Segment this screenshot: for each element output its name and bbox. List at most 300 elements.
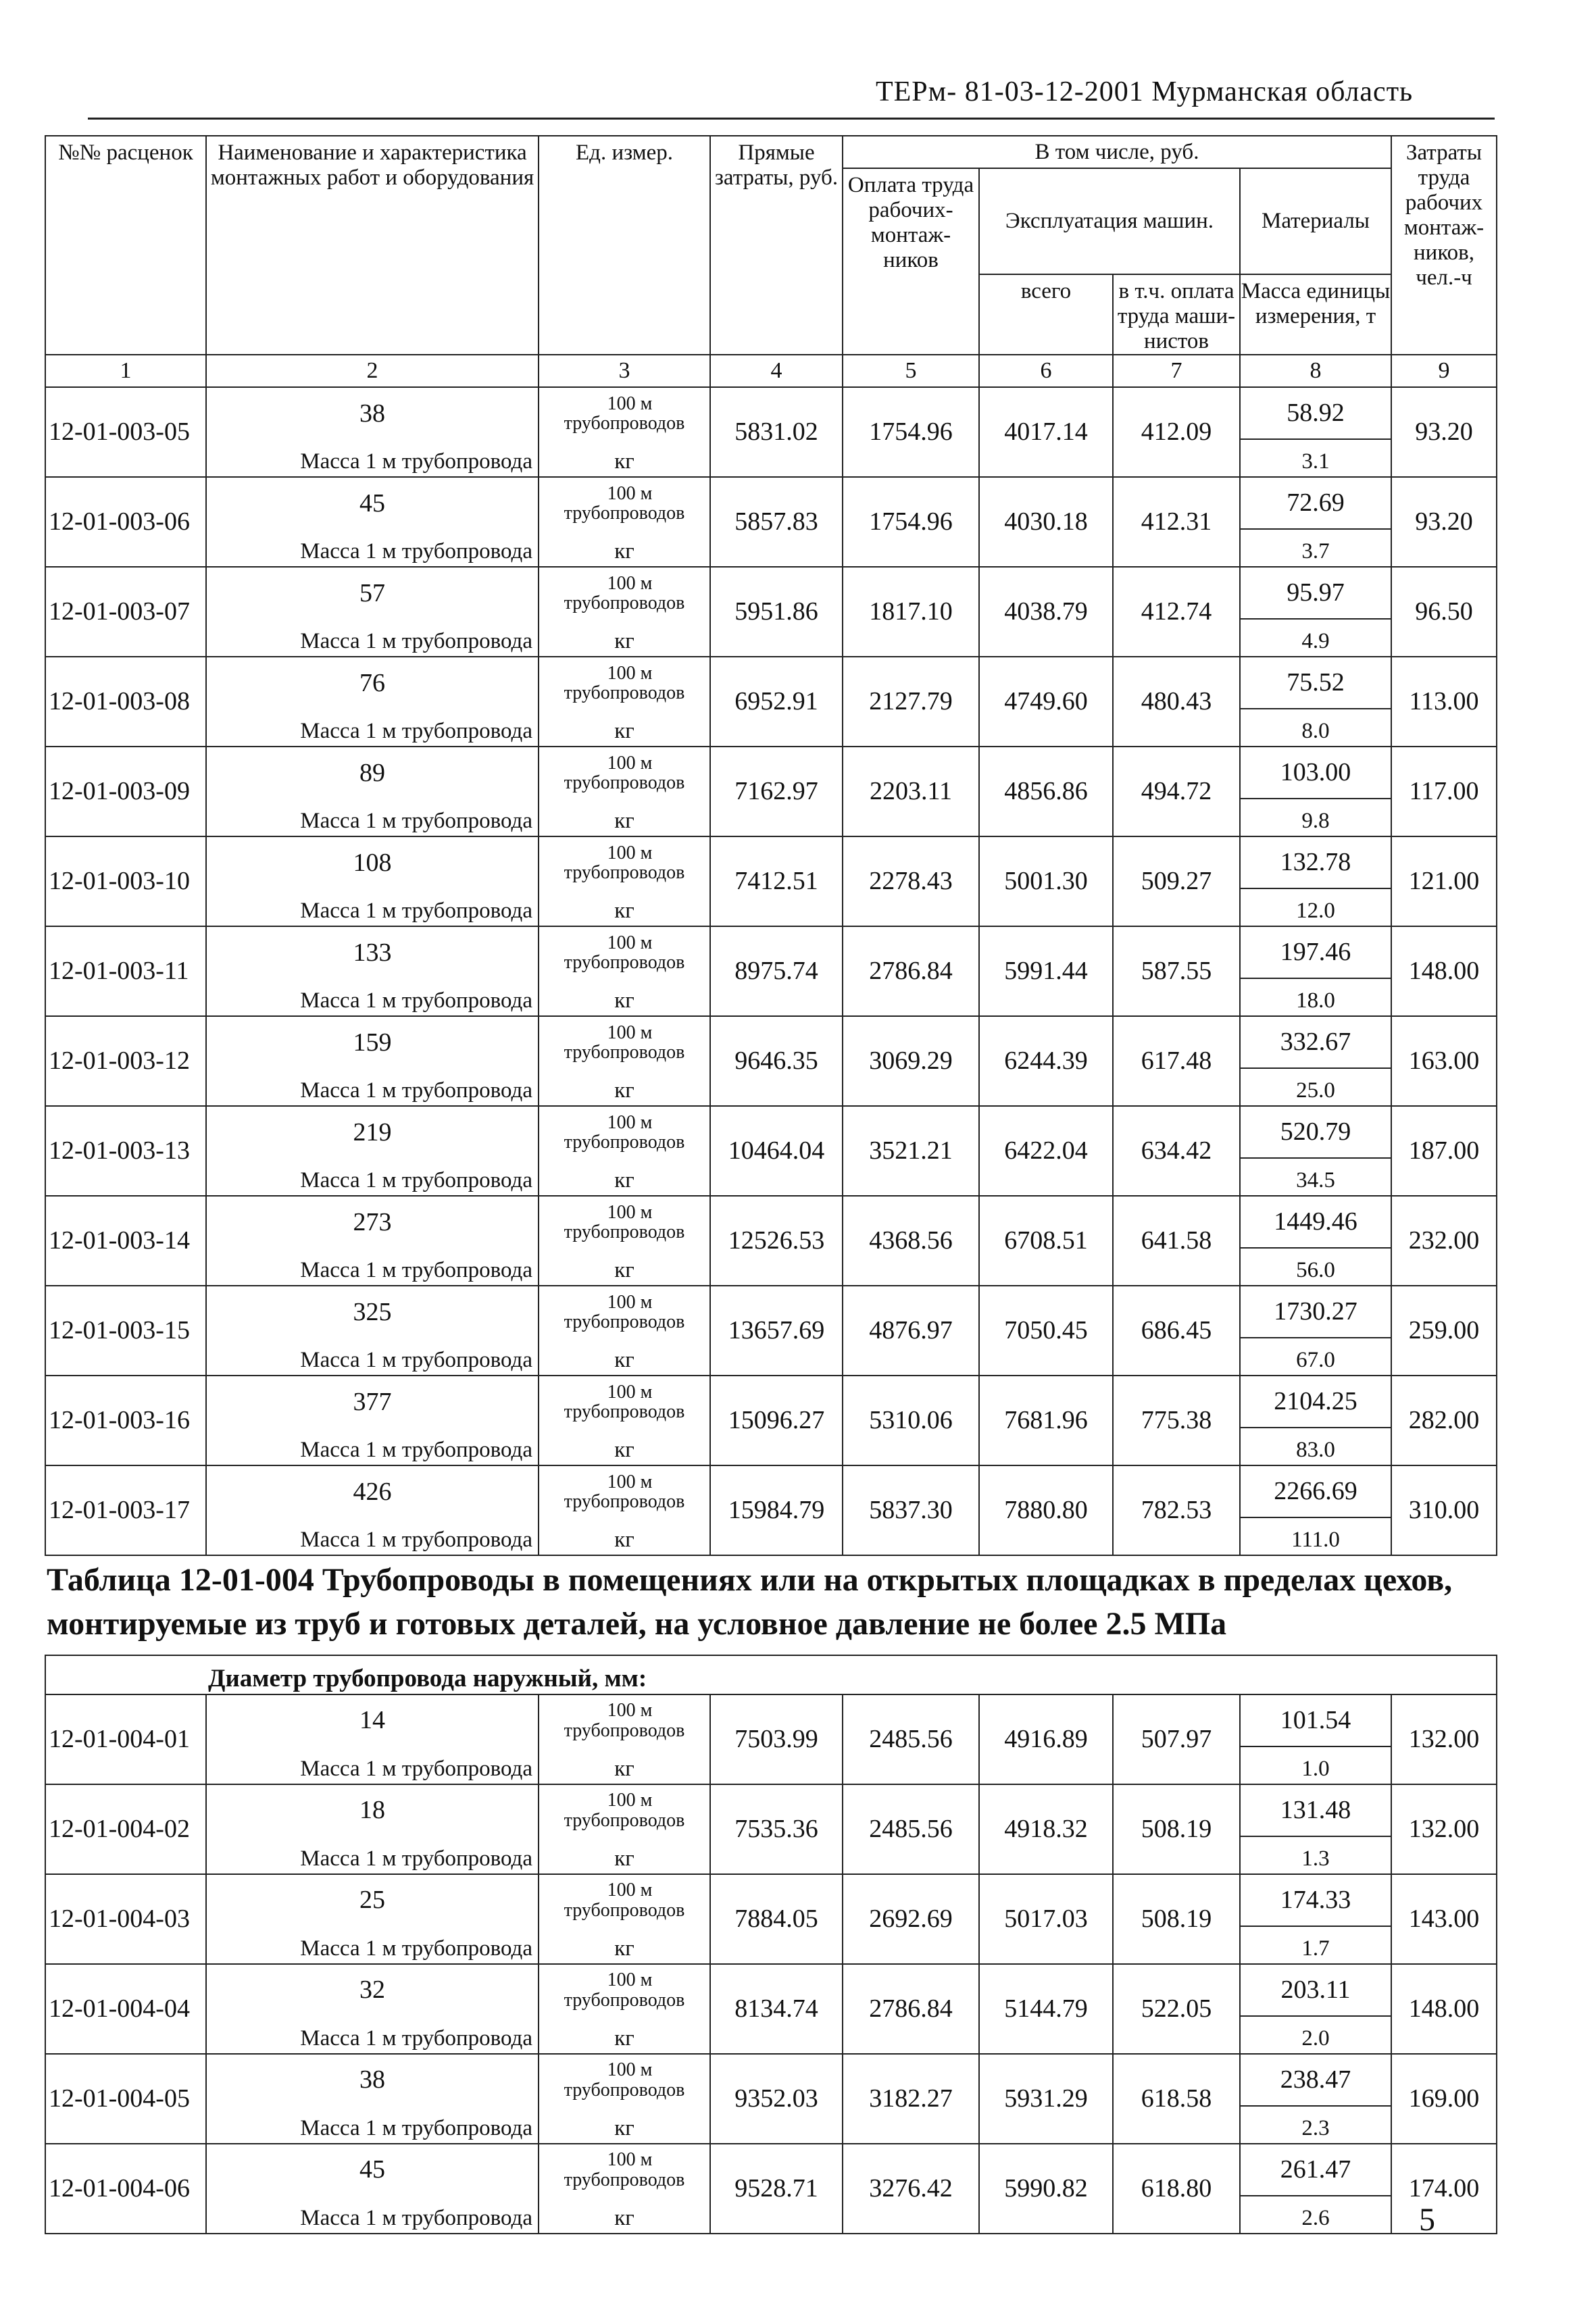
labor-pay: 5837.30 bbox=[843, 1465, 979, 1555]
mass-per-meter: 25.0 bbox=[1240, 1068, 1391, 1106]
unit-line1: 100 м bbox=[607, 2059, 653, 2081]
mass-unit: кг bbox=[539, 2196, 710, 2234]
col-header-code: №№ расценок bbox=[45, 136, 206, 355]
labor-hours: 148.00 bbox=[1391, 1964, 1497, 2054]
machines-pay: 775.38 bbox=[1113, 1376, 1240, 1465]
labor-hours: 93.20 bbox=[1391, 477, 1497, 567]
direct-cost: 12526.53 bbox=[710, 1196, 843, 1286]
unit-line1: 100 м bbox=[607, 1022, 653, 1043]
rate-code: 12-01-004-05 bbox=[45, 2054, 206, 2144]
pipe-diameter: 133 bbox=[206, 926, 539, 978]
machines-pay: 634.42 bbox=[1113, 1106, 1240, 1196]
rate-code: 12-01-003-12 bbox=[45, 1016, 206, 1106]
col-number: 7 bbox=[1113, 355, 1240, 387]
machines-pay: 587.55 bbox=[1113, 926, 1240, 1016]
unit-cell bbox=[539, 926, 710, 978]
mass-per-meter: 2.3 bbox=[1240, 2106, 1391, 2144]
labor-pay: 4876.97 bbox=[843, 1286, 979, 1376]
table-row bbox=[45, 2144, 1497, 2196]
rate-code: 12-01-003-15 bbox=[45, 1286, 206, 1376]
mass-unit: кг bbox=[539, 1428, 710, 1465]
table-row bbox=[45, 926, 1497, 978]
unit-cell bbox=[539, 1874, 710, 1926]
materials-mass: 132.78 bbox=[1240, 836, 1391, 888]
machines-pay: 507.97 bbox=[1113, 1694, 1240, 1784]
unit-line2: трубопроводов bbox=[564, 1222, 685, 1242]
mass-label: Масса 1 м трубопровода bbox=[206, 1746, 539, 1784]
mass-label: Масса 1 м трубопровода bbox=[206, 1338, 539, 1376]
unit-cell bbox=[539, 1196, 710, 1248]
materials-mass: 58.92 bbox=[1240, 387, 1391, 439]
labor-pay: 4368.56 bbox=[843, 1196, 979, 1286]
mass-per-meter: 3.7 bbox=[1240, 529, 1391, 567]
mass-unit: кг bbox=[539, 1248, 710, 1286]
rate-code: 12-01-003-07 bbox=[45, 567, 206, 657]
mass-unit: кг bbox=[539, 2106, 710, 2144]
labor-pay: 2485.56 bbox=[843, 1694, 979, 1784]
unit-cell bbox=[539, 1694, 710, 1746]
materials-mass: 520.79 bbox=[1240, 1106, 1391, 1158]
pipe-diameter: 45 bbox=[206, 477, 539, 529]
labor-hours: 163.00 bbox=[1391, 1016, 1497, 1106]
direct-cost: 9352.03 bbox=[710, 2054, 843, 2144]
mass-unit: кг bbox=[539, 1338, 710, 1376]
table-row bbox=[45, 1694, 1497, 1746]
mass-unit: кг bbox=[539, 2016, 710, 2054]
col-header-machines-pay: в т.ч. оплата труда маши-нистов bbox=[1113, 274, 1240, 355]
labor-pay: 1754.96 bbox=[843, 477, 979, 567]
direct-cost: 10464.04 bbox=[710, 1106, 843, 1196]
direct-cost: 6952.91 bbox=[710, 657, 843, 747]
labor-pay: 2692.69 bbox=[843, 1874, 979, 1964]
materials-mass: 103.00 bbox=[1240, 747, 1391, 799]
mass-unit: кг bbox=[539, 529, 710, 567]
rate-code: 12-01-003-14 bbox=[45, 1196, 206, 1286]
mass-label: Масса 1 м трубопровода bbox=[206, 2016, 539, 2054]
pipe-diameter: 273 bbox=[206, 1196, 539, 1248]
col-number: 3 bbox=[539, 355, 710, 387]
unit-line1: 100 м bbox=[607, 1790, 653, 1811]
machines-total: 4017.14 bbox=[979, 387, 1113, 477]
labor-pay: 2203.11 bbox=[843, 747, 979, 836]
mass-label: Масса 1 м трубопровода bbox=[206, 619, 539, 657]
col-header-materials: Материалы bbox=[1240, 168, 1391, 274]
col-header-group: В том числе, руб. bbox=[843, 136, 1391, 168]
direct-cost: 13657.69 bbox=[710, 1286, 843, 1376]
col-header-name: Наименование и характеристика монтажных работ и оборудования bbox=[206, 136, 539, 355]
unit-line2: трубопроводов bbox=[564, 593, 685, 613]
unit-line2: трубопроводов bbox=[564, 1809, 685, 1831]
unit-line1: 100 м bbox=[607, 393, 653, 414]
pipe-diameter: 219 bbox=[206, 1106, 539, 1158]
direct-cost: 8975.74 bbox=[710, 926, 843, 1016]
table-row bbox=[45, 567, 1497, 619]
unit-cell bbox=[539, 2144, 710, 2196]
rate-code: 12-01-003-16 bbox=[45, 1376, 206, 1465]
direct-cost: 7535.36 bbox=[710, 1784, 843, 1874]
materials-mass: 238.47 bbox=[1240, 2054, 1391, 2106]
pipe-diameter: 426 bbox=[206, 1465, 539, 1517]
table-row bbox=[45, 1376, 1497, 1428]
mass-unit: кг bbox=[539, 1926, 710, 1964]
table-row bbox=[45, 1196, 1497, 1248]
machines-total: 5991.44 bbox=[979, 926, 1113, 1016]
unit-line1: 100 м bbox=[607, 1291, 653, 1313]
labor-pay: 1817.10 bbox=[843, 567, 979, 657]
materials-mass: 203.11 bbox=[1240, 1964, 1391, 2016]
unit-line2: трубопроводов bbox=[564, 2169, 685, 2190]
machines-total: 5990.82 bbox=[979, 2144, 1113, 2234]
col-number: 2 bbox=[206, 355, 539, 387]
machines-total: 6422.04 bbox=[979, 1106, 1113, 1196]
unit-line1: 100 м bbox=[607, 1111, 653, 1133]
labor-pay: 5310.06 bbox=[843, 1376, 979, 1465]
labor-pay: 3182.27 bbox=[843, 2054, 979, 2144]
unit-line2: трубопроводов bbox=[564, 503, 685, 524]
mass-unit: кг bbox=[539, 439, 710, 477]
machines-pay: 686.45 bbox=[1113, 1286, 1240, 1376]
direct-cost: 9646.35 bbox=[710, 1016, 843, 1106]
labor-hours: 96.50 bbox=[1391, 567, 1497, 657]
labor-hours: 121.00 bbox=[1391, 836, 1497, 926]
labor-pay: 2786.84 bbox=[843, 1964, 979, 2054]
page-number: 5 bbox=[1419, 2202, 1435, 2238]
unit-cell bbox=[539, 1016, 710, 1068]
mass-unit: кг bbox=[539, 1836, 710, 1874]
mass-label: Масса 1 м трубопровода bbox=[206, 709, 539, 747]
unit-line2: трубопроводов bbox=[564, 1311, 685, 1332]
machines-total: 4918.32 bbox=[979, 1784, 1113, 1874]
table-row bbox=[45, 1874, 1497, 1926]
labor-pay: 3276.42 bbox=[843, 2144, 979, 2234]
col-header-direct: Прямые затраты, руб. bbox=[710, 136, 843, 355]
unit-line1: 100 м bbox=[607, 2149, 653, 2171]
machines-pay: 618.58 bbox=[1113, 2054, 1240, 2144]
materials-mass: 1730.27 bbox=[1240, 1286, 1391, 1338]
mass-unit: кг bbox=[539, 978, 710, 1016]
table-row bbox=[45, 1106, 1497, 1158]
direct-cost: 7162.97 bbox=[710, 747, 843, 836]
machines-total: 4038.79 bbox=[979, 567, 1113, 657]
unit-cell bbox=[539, 477, 710, 529]
mass-per-meter: 1.3 bbox=[1240, 1836, 1391, 1874]
machines-total: 7050.45 bbox=[979, 1286, 1113, 1376]
unit-line1: 100 м bbox=[607, 932, 653, 953]
pipe-diameter: 14 bbox=[206, 1694, 539, 1746]
machines-pay: 782.53 bbox=[1113, 1465, 1240, 1555]
pipe-diameter: 76 bbox=[206, 657, 539, 709]
pipe-diameter: 325 bbox=[206, 1286, 539, 1338]
machines-pay: 522.05 bbox=[1113, 1964, 1240, 2054]
mass-unit: кг bbox=[539, 1068, 710, 1106]
mass-unit: кг bbox=[539, 1517, 710, 1555]
machines-total: 7880.80 bbox=[979, 1465, 1113, 1555]
unit-line1: 100 м bbox=[607, 1201, 653, 1223]
mass-per-meter: 56.0 bbox=[1240, 1248, 1391, 1286]
unit-cell bbox=[539, 747, 710, 799]
mass-per-meter: 8.0 bbox=[1240, 709, 1391, 747]
mass-label: Масса 1 м трубопровода bbox=[206, 1517, 539, 1555]
direct-cost: 7412.51 bbox=[710, 836, 843, 926]
mass-label: Масса 1 м трубопровода bbox=[206, 1926, 539, 1964]
unit-cell bbox=[539, 1964, 710, 2016]
labor-hours: 187.00 bbox=[1391, 1106, 1497, 1196]
unit-line1: 100 м bbox=[607, 572, 653, 594]
labor-hours: 117.00 bbox=[1391, 747, 1497, 836]
labor-pay: 1754.96 bbox=[843, 387, 979, 477]
col-header-unit: Ед. измер. bbox=[539, 136, 710, 355]
labor-hours: 143.00 bbox=[1391, 1874, 1497, 1964]
unit-line2: трубопроводов bbox=[564, 2079, 685, 2101]
machines-total: 4916.89 bbox=[979, 1694, 1113, 1784]
unit-line1: 100 м bbox=[607, 752, 653, 774]
labor-pay: 3069.29 bbox=[843, 1016, 979, 1106]
table-row bbox=[45, 1784, 1497, 1836]
unit-cell bbox=[539, 567, 710, 619]
mass-label: Масса 1 м трубопровода bbox=[206, 978, 539, 1016]
direct-cost: 5831.02 bbox=[710, 387, 843, 477]
col-number: 8 bbox=[1240, 355, 1391, 387]
rate-code: 12-01-003-11 bbox=[45, 926, 206, 1016]
materials-mass: 2266.69 bbox=[1240, 1465, 1391, 1517]
rates-table bbox=[45, 135, 1497, 2234]
rate-code: 12-01-004-04 bbox=[45, 1964, 206, 2054]
mass-unit: кг bbox=[539, 709, 710, 747]
labor-hours: 169.00 bbox=[1391, 2054, 1497, 2144]
unit-line2: трубопроводов bbox=[564, 772, 685, 793]
mass-per-meter: 111.0 bbox=[1240, 1517, 1391, 1555]
col-number: 6 bbox=[979, 355, 1113, 387]
table-row bbox=[45, 1016, 1497, 1068]
machines-pay: 509.27 bbox=[1113, 836, 1240, 926]
unit-line1: 100 м bbox=[607, 662, 653, 684]
table-row bbox=[45, 477, 1497, 529]
col-header-mass: Масса единицы измерения, т bbox=[1240, 274, 1391, 355]
unit-cell bbox=[539, 387, 710, 439]
col-number: 9 bbox=[1391, 355, 1497, 387]
unit-cell bbox=[539, 1286, 710, 1338]
mass-per-meter: 2.0 bbox=[1240, 2016, 1391, 2054]
table-title-row bbox=[45, 1555, 1497, 1655]
unit-line2: трубопроводов bbox=[564, 1989, 685, 2011]
unit-line2: трубопроводов bbox=[564, 1491, 685, 1512]
labor-hours: 148.00 bbox=[1391, 926, 1497, 1016]
mass-per-meter: 34.5 bbox=[1240, 1158, 1391, 1196]
unit-cell bbox=[539, 2054, 710, 2106]
mass-per-meter: 18.0 bbox=[1240, 978, 1391, 1016]
unit-line1: 100 м bbox=[607, 1381, 653, 1403]
table-row bbox=[45, 1964, 1497, 2016]
rate-code: 12-01-003-06 bbox=[45, 477, 206, 567]
labor-pay: 3521.21 bbox=[843, 1106, 979, 1196]
machines-pay: 480.43 bbox=[1113, 657, 1240, 747]
mass-label: Масса 1 м трубопровода bbox=[206, 888, 539, 926]
pipe-diameter: 377 bbox=[206, 1376, 539, 1428]
machines-pay: 412.09 bbox=[1113, 387, 1240, 477]
rate-code: 12-01-003-10 bbox=[45, 836, 206, 926]
mass-per-meter: 12.0 bbox=[1240, 888, 1391, 926]
labor-hours: 259.00 bbox=[1391, 1286, 1497, 1376]
pipe-diameter: 32 bbox=[206, 1964, 539, 2016]
materials-mass: 332.67 bbox=[1240, 1016, 1391, 1068]
direct-cost: 9528.71 bbox=[710, 2144, 843, 2234]
pipe-diameter: 25 bbox=[206, 1874, 539, 1926]
machines-total: 5001.30 bbox=[979, 836, 1113, 926]
machines-total: 5144.79 bbox=[979, 1964, 1113, 2054]
machines-total: 4856.86 bbox=[979, 747, 1113, 836]
mass-label: Масса 1 м трубопровода bbox=[206, 1248, 539, 1286]
machines-pay: 618.80 bbox=[1113, 2144, 1240, 2234]
table-row bbox=[45, 836, 1497, 888]
machines-pay: 641.58 bbox=[1113, 1196, 1240, 1286]
mass-label: Масса 1 м трубопровода bbox=[206, 1836, 539, 1874]
machines-total: 7681.96 bbox=[979, 1376, 1113, 1465]
pipe-diameter: 57 bbox=[206, 567, 539, 619]
unit-line2: трубопроводов bbox=[564, 952, 685, 973]
unit-cell bbox=[539, 1465, 710, 1517]
mass-unit: кг bbox=[539, 619, 710, 657]
col-number: 5 bbox=[843, 355, 979, 387]
unit-line1: 100 м bbox=[607, 1471, 653, 1492]
unit-line1: 100 м bbox=[607, 482, 653, 504]
materials-mass: 101.54 bbox=[1240, 1694, 1391, 1746]
labor-hours: 93.20 bbox=[1391, 387, 1497, 477]
mass-label: Масса 1 м трубопровода bbox=[206, 1158, 539, 1196]
labor-pay: 2127.79 bbox=[843, 657, 979, 747]
unit-line1: 100 м bbox=[607, 1880, 653, 1901]
mass-per-meter: 83.0 bbox=[1240, 1428, 1391, 1465]
machines-total: 5931.29 bbox=[979, 2054, 1113, 2144]
table-row bbox=[45, 387, 1497, 439]
rate-code: 12-01-003-05 bbox=[45, 387, 206, 477]
mass-per-meter: 1.7 bbox=[1240, 1926, 1391, 1964]
unit-line2: трубопроводов bbox=[564, 1899, 685, 1921]
pipe-diameter: 45 bbox=[206, 2144, 539, 2196]
pipe-diameter: 38 bbox=[206, 2054, 539, 2106]
direct-cost: 7503.99 bbox=[710, 1694, 843, 1784]
labor-hours: 174.00 bbox=[1391, 2144, 1497, 2234]
machines-pay: 617.48 bbox=[1113, 1016, 1240, 1106]
materials-mass: 1449.46 bbox=[1240, 1196, 1391, 1248]
materials-mass: 174.33 bbox=[1240, 1874, 1391, 1926]
table-title: Таблица 12-01-004 Трубопроводы в помещениях или на открытых площадках в пределах цехов, монтируемые из труб и готовых деталей, на условное давление не более 2.5 МПа bbox=[45, 1555, 1497, 1655]
rate-code: 12-01-003-13 bbox=[45, 1106, 206, 1196]
direct-cost: 5951.86 bbox=[710, 567, 843, 657]
labor-hours: 232.00 bbox=[1391, 1196, 1497, 1286]
mass-per-meter: 9.8 bbox=[1240, 799, 1391, 836]
header-rule bbox=[88, 118, 1495, 120]
direct-cost: 7884.05 bbox=[710, 1874, 843, 1964]
machines-total: 6244.39 bbox=[979, 1016, 1113, 1106]
mass-label: Масса 1 м трубопровода bbox=[206, 2196, 539, 2234]
materials-mass: 131.48 bbox=[1240, 1784, 1391, 1836]
materials-mass: 75.52 bbox=[1240, 657, 1391, 709]
labor-hours: 113.00 bbox=[1391, 657, 1497, 747]
mass-unit: кг bbox=[539, 799, 710, 836]
machines-total: 6708.51 bbox=[979, 1196, 1113, 1286]
col-number: 4 bbox=[710, 355, 843, 387]
materials-mass: 2104.25 bbox=[1240, 1376, 1391, 1428]
machines-pay: 412.74 bbox=[1113, 567, 1240, 657]
rate-code: 12-01-003-09 bbox=[45, 747, 206, 836]
table-row bbox=[45, 657, 1497, 709]
unit-line2: трубопроводов bbox=[564, 1401, 685, 1422]
unit-cell bbox=[539, 1106, 710, 1158]
mass-unit: кг bbox=[539, 1746, 710, 1784]
unit-line1: 100 м bbox=[607, 842, 653, 863]
materials-mass: 261.47 bbox=[1240, 2144, 1391, 2196]
col-number: 1 bbox=[45, 355, 206, 387]
materials-mass: 95.97 bbox=[1240, 567, 1391, 619]
rate-code: 12-01-003-08 bbox=[45, 657, 206, 747]
rate-code: 12-01-004-01 bbox=[45, 1694, 206, 1784]
unit-line2: трубопроводов bbox=[564, 862, 685, 883]
labor-pay: 2485.56 bbox=[843, 1784, 979, 1874]
materials-mass: 72.69 bbox=[1240, 477, 1391, 529]
unit-cell bbox=[539, 836, 710, 888]
mass-label: Масса 1 м трубопровода bbox=[206, 799, 539, 836]
unit-line2: трубопроводов bbox=[564, 682, 685, 703]
direct-cost: 15096.27 bbox=[710, 1376, 843, 1465]
direct-cost: 8134.74 bbox=[710, 1964, 843, 2054]
machines-pay: 508.19 bbox=[1113, 1874, 1240, 1964]
machines-total: 5017.03 bbox=[979, 1874, 1113, 1964]
labor-pay: 2278.43 bbox=[843, 836, 979, 926]
unit-line1: 100 м bbox=[607, 1700, 653, 1721]
rate-code: 12-01-004-02 bbox=[45, 1784, 206, 1874]
unit-line2: трубопроводов bbox=[564, 1132, 685, 1153]
unit-line2: трубопроводов bbox=[564, 1042, 685, 1063]
diameter-label: Диаметр трубопровода наружный, мм: bbox=[45, 1655, 1497, 1694]
labor-hours: 310.00 bbox=[1391, 1465, 1497, 1555]
unit-cell bbox=[539, 1784, 710, 1836]
machines-pay: 494.72 bbox=[1113, 747, 1240, 836]
labor-pay: 2786.84 bbox=[843, 926, 979, 1016]
table-row bbox=[45, 1286, 1497, 1338]
col-header-labor-hours: Затраты труда рабочих монтаж-ников, чел.-ч bbox=[1391, 136, 1497, 355]
table-row bbox=[45, 747, 1497, 799]
mass-per-meter: 2.6 bbox=[1240, 2196, 1391, 2234]
mass-label: Масса 1 м трубопровода bbox=[206, 1068, 539, 1106]
unit-line1: 100 м bbox=[607, 1969, 653, 1991]
labor-hours: 132.00 bbox=[1391, 1784, 1497, 1874]
diameter-row bbox=[45, 1655, 1497, 1694]
mass-label: Масса 1 м трубопровода bbox=[206, 529, 539, 567]
unit-cell bbox=[539, 1376, 710, 1428]
machines-pay: 412.31 bbox=[1113, 477, 1240, 567]
unit-line2: трубопроводов bbox=[564, 413, 685, 434]
mass-per-meter: 1.0 bbox=[1240, 1746, 1391, 1784]
labor-hours: 132.00 bbox=[1391, 1694, 1497, 1784]
unit-line2: трубопроводов bbox=[564, 1719, 685, 1741]
mass-unit: кг bbox=[539, 888, 710, 926]
direct-cost: 5857.83 bbox=[710, 477, 843, 567]
materials-mass: 197.46 bbox=[1240, 926, 1391, 978]
mass-per-meter: 3.1 bbox=[1240, 439, 1391, 477]
pipe-diameter: 18 bbox=[206, 1784, 539, 1836]
rate-code: 12-01-003-17 bbox=[45, 1465, 206, 1555]
mass-per-meter: 67.0 bbox=[1240, 1338, 1391, 1376]
pipe-diameter: 89 bbox=[206, 747, 539, 799]
col-header-machines: Эксплуатация машин. bbox=[979, 168, 1240, 274]
machines-total: 4030.18 bbox=[979, 477, 1113, 567]
direct-cost: 15984.79 bbox=[710, 1465, 843, 1555]
page-header: ТЕРм- 81-03-12-2001 Мурманская область bbox=[876, 76, 1414, 107]
machines-pay: 508.19 bbox=[1113, 1784, 1240, 1874]
col-header-machines-total: всего bbox=[979, 274, 1113, 355]
labor-hours: 282.00 bbox=[1391, 1376, 1497, 1465]
mass-unit: кг bbox=[539, 1158, 710, 1196]
